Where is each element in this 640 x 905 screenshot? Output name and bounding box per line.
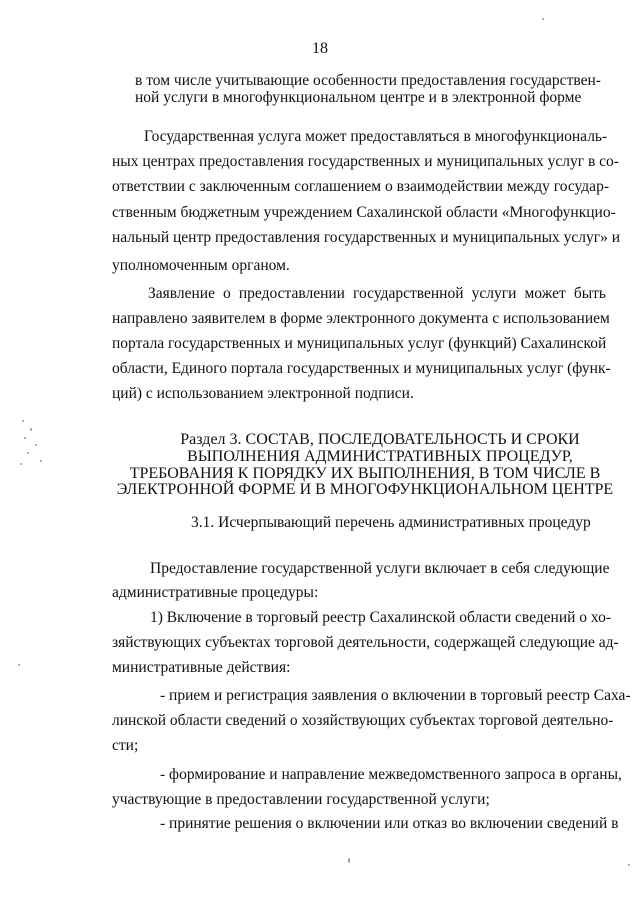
section-heading-line: Раздел 3. СОСТАВ, ПОСЛЕДОВАТЕЛЬНОСТЬ И СРОКИ xyxy=(180,431,580,448)
section-heading-line: ЭЛЕКТРОННОЙ ФОРМЕ И В МНОГОФУНКЦИОНАЛЬНОМ ЦЕНТРЕ xyxy=(116,481,614,498)
paragraph-line: области, Единого портала государственных и муниципальных услуг (функ- xyxy=(112,360,611,377)
page-number: 18 xyxy=(312,40,328,57)
paragraph-line: ственным бюджетным учреждением Сахалинской области «Многофункцио- xyxy=(112,204,616,221)
paragraph-line: ций) с использованием электронной подписи. xyxy=(112,385,414,402)
list-item-line: зяйствующих субъектах торговой деятельности, содержащей следующие ад- xyxy=(112,634,619,651)
section-heading-line: ВЫПОЛНЕНИЯ АДМИНИСТРАТИВНЫХ ПРОЦЕДУР, xyxy=(187,448,573,465)
bullet-line: - прием и регистрация заявления о включении в торговый реестр Саха- xyxy=(160,687,631,704)
paragraph-line: Заявление о предоставлении государственной услуги может быть xyxy=(148,285,606,302)
list-item-line: министративные действия: xyxy=(112,659,291,676)
paragraph-line: портала государственных и муниципальных услуг (функций) Сахалинской xyxy=(112,335,607,352)
section-heading-line: ТРЕБОВАНИЯ К ПОРЯДКУ ИХ ВЫПОЛНЕНИЯ, В ТОМ ЧИСЛЕ В xyxy=(129,465,601,482)
bullet-line: сти; xyxy=(112,737,139,754)
paragraph-line: ответствии с заключенным соглашением о взаимодействии между государ- xyxy=(112,178,609,195)
paragraph-line: уполномоченным органом. xyxy=(112,257,290,274)
paragraph-line: направлено заявителем в форме электронного документа с использованием xyxy=(112,310,610,327)
list-item-line: 1) Включение в торговый реестр Сахалинской области сведений о хо- xyxy=(150,609,611,626)
intro-heading-line: ной услуги в многофункциональном центре и в электронной форме xyxy=(135,89,582,106)
paragraph-line: нальный центр предоставления государственных и муниципальных услуг» и xyxy=(112,229,621,246)
paragraph-line: ных центрах предоставления государственных и муниципальных услуг в со- xyxy=(112,153,619,170)
bullet-line: участвующие в предоставлении государственной услуги; xyxy=(112,791,490,808)
bullet-line: линской области сведений о хозяйствующих субъектах торговой деятельно- xyxy=(112,712,614,729)
subsection-heading: 3.1. Исчерпывающий перечень административных процедур xyxy=(191,514,591,531)
bullet-line: - принятие решения о включении или отказ во включении сведений в xyxy=(160,815,619,832)
intro-heading-line: в том числе учитывающие особенности предоставления государствен- xyxy=(135,72,601,89)
paragraph-line: Предоставление государственной услуги включает в себя следующие xyxy=(150,560,610,577)
paragraph-line: Государственная услуга может предоставляться в многофункциональ- xyxy=(144,128,608,145)
bullet-line: - формирование и направление межведомственного запроса в органы, xyxy=(160,766,622,783)
paragraph-line: административные процедуры: xyxy=(112,584,319,601)
